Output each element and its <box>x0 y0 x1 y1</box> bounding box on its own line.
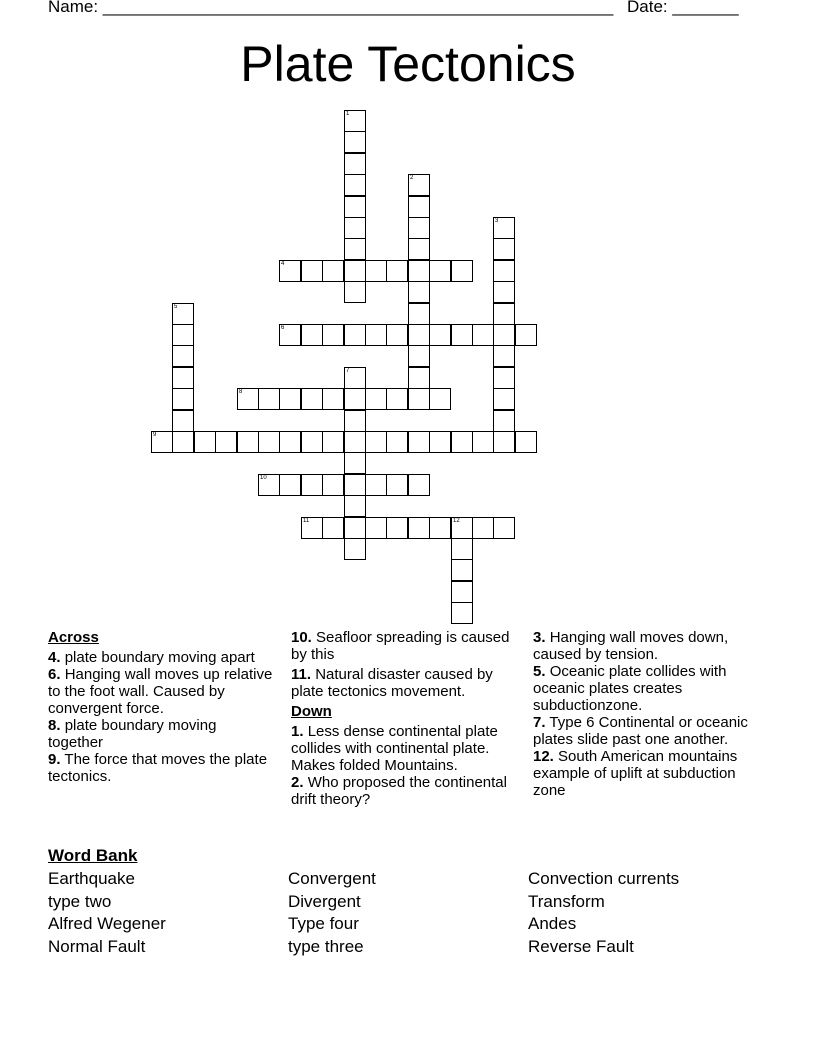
crossword-cell[interactable] <box>451 517 473 539</box>
clue-number: 2 <box>410 175 414 181</box>
crossword-cell[interactable] <box>515 324 537 346</box>
clues-column-3 <box>533 629 769 799</box>
clue-down-3: 3. Hanging wall moves down, caused by tension. <box>533 629 729 663</box>
crossword-cell[interactable] <box>365 431 387 453</box>
word-bank-title: Word Bank <box>48 846 138 865</box>
clue-across-10: 10. Seafloor spreading is caused by this <box>291 629 510 663</box>
crossword-cell[interactable] <box>301 517 323 539</box>
crossword-cell[interactable] <box>344 110 366 132</box>
crossword-cell[interactable] <box>151 431 173 453</box>
crossword-cell[interactable] <box>172 324 194 346</box>
crossword-cell[interactable] <box>172 410 194 432</box>
crossword-cell[interactable] <box>451 559 473 581</box>
clue-number: 5 <box>174 304 178 310</box>
crossword-cell[interactable] <box>408 196 430 218</box>
crossword-cell[interactable] <box>172 388 194 410</box>
clue-number: 3 <box>495 218 499 224</box>
crossword-cell[interactable] <box>451 538 473 560</box>
crossword-cell[interactable] <box>472 431 494 453</box>
crossword-cell[interactable] <box>172 367 194 389</box>
crossword-cell[interactable] <box>386 431 408 453</box>
crossword-cell[interactable] <box>515 431 537 453</box>
crossword-cell[interactable] <box>344 217 366 239</box>
crossword-cell[interactable] <box>408 517 430 539</box>
clue-number: 9 <box>153 432 157 438</box>
clue-down-12: 12. South American mountains example of uplift at subduction zone <box>533 748 738 799</box>
crossword-cell[interactable] <box>408 367 430 389</box>
crossword-cell[interactable] <box>472 517 494 539</box>
crossword-cell[interactable] <box>493 410 515 432</box>
crossword-cell[interactable] <box>344 131 366 153</box>
page-title: Plate Tectonics <box>240 36 576 92</box>
crossword-cell[interactable] <box>408 303 430 325</box>
crossword-cell[interactable] <box>301 324 323 346</box>
crossword-cell[interactable] <box>472 324 494 346</box>
clue-number: 12 <box>453 518 460 524</box>
crossword-cell[interactable] <box>493 303 515 325</box>
clues-column-2 <box>291 629 519 808</box>
crossword-cell[interactable] <box>322 517 344 539</box>
crossword-cell[interactable] <box>429 431 451 453</box>
word-bank-item: Transform <box>528 891 605 911</box>
crossword-cell[interactable] <box>279 474 301 496</box>
word-bank-item: type two <box>48 891 112 911</box>
clue-number: 8 <box>239 389 243 395</box>
crossword-cell[interactable] <box>365 388 387 410</box>
crossword-cell[interactable] <box>429 388 451 410</box>
crossword-cell[interactable] <box>408 324 430 346</box>
down-heading: Down <box>291 703 332 720</box>
crossword-cell[interactable] <box>237 431 259 453</box>
crossword-cell[interactable] <box>365 260 387 282</box>
crossword-cell[interactable] <box>301 474 323 496</box>
word-bank-item: Reverse Fault <box>528 937 634 957</box>
crossword-cell[interactable] <box>429 324 451 346</box>
crossword-cell[interactable] <box>172 303 194 325</box>
crossword-cell[interactable] <box>344 410 366 432</box>
clue-number: 7 <box>346 368 350 374</box>
crossword-cell[interactable] <box>344 538 366 560</box>
crossword-cell[interactable] <box>408 431 430 453</box>
clue-down-1: 1. Less dense continental plate collides with continental plate. Makes folded Mountains. <box>291 723 498 774</box>
crossword-cell[interactable] <box>365 517 387 539</box>
crossword-cell[interactable] <box>301 260 323 282</box>
word-bank-item: Andes <box>528 914 577 934</box>
clues-column-1 <box>48 629 274 785</box>
crossword-cell[interactable] <box>344 452 366 474</box>
crossword-cell[interactable] <box>451 324 473 346</box>
crossword-cell[interactable] <box>386 388 408 410</box>
crossword-cell[interactable] <box>322 431 344 453</box>
crossword-cell[interactable] <box>493 281 515 303</box>
crossword-cell[interactable] <box>322 388 344 410</box>
crossword-cell[interactable] <box>344 431 366 453</box>
crossword-cell[interactable] <box>322 324 344 346</box>
crossword-cell[interactable] <box>365 324 387 346</box>
crossword-cell[interactable] <box>408 174 430 196</box>
word-bank-column-1 <box>48 868 166 959</box>
crossword-cell[interactable] <box>279 324 301 346</box>
word-bank-column-3 <box>528 868 679 959</box>
clue-down-2: 2. Who proposed the continental drift theory? <box>291 774 507 808</box>
word-bank-item: Earthquake <box>48 869 135 888</box>
crossword-cell[interactable] <box>344 260 366 282</box>
clue-across-8: 8. plate boundary moving together <box>48 717 217 751</box>
crossword-cell[interactable] <box>493 367 515 389</box>
date-field[interactable]: Date: _______ <box>627 0 739 16</box>
word-bank-item: Convection currents <box>528 869 680 888</box>
crossword-cell[interactable] <box>301 388 323 410</box>
word-bank-column-2 <box>288 868 376 959</box>
crossword-cell[interactable] <box>493 238 515 260</box>
clue-across-6: 6. Hanging wall moves up relative to the foot wall. Caused by convergent force. <box>48 666 273 717</box>
clue-across-4: 4. plate boundary moving apart <box>48 649 255 666</box>
crossword-cell[interactable] <box>344 495 366 517</box>
crossword-cell[interactable] <box>493 431 515 453</box>
crossword-cell[interactable] <box>493 388 515 410</box>
crossword-cell[interactable] <box>493 324 515 346</box>
crossword-cell[interactable] <box>451 602 473 624</box>
crossword-cell[interactable] <box>258 388 280 410</box>
crossword-cell[interactable] <box>408 345 430 367</box>
crossword-cell[interactable] <box>344 324 366 346</box>
crossword-cell[interactable] <box>258 474 280 496</box>
crossword-cell[interactable] <box>429 260 451 282</box>
crossword-cell[interactable] <box>344 367 366 389</box>
crossword-cell[interactable] <box>386 260 408 282</box>
word-bank-item: Normal Fault <box>48 937 146 957</box>
word-bank-item: Divergent <box>288 891 361 911</box>
crossword-cell[interactable] <box>451 581 473 603</box>
word-bank-item: type three <box>288 937 364 957</box>
clue-across-11: 11. Natural disaster caused by plate tectonics movement. <box>291 666 493 700</box>
crossword-cell[interactable] <box>279 260 301 282</box>
crossword-cell[interactable] <box>408 238 430 260</box>
crossword-cell[interactable] <box>451 431 473 453</box>
crossword-cell[interactable] <box>386 474 408 496</box>
word-bank-item: Alfred Wegener <box>48 914 166 934</box>
crossword-cell[interactable] <box>493 217 515 239</box>
crossword-cell[interactable] <box>493 260 515 282</box>
clue-number: 6 <box>281 325 285 331</box>
clue-number: 4 <box>281 261 285 267</box>
crossword-cell[interactable] <box>172 345 194 367</box>
crossword-cell[interactable] <box>344 153 366 175</box>
clue-number: 1 <box>346 111 350 117</box>
crossword-cell[interactable] <box>344 474 366 496</box>
across-heading: Across <box>48 629 99 646</box>
crossword-cell[interactable] <box>344 517 366 539</box>
crossword-cell[interactable] <box>301 431 323 453</box>
clue-number: 10 <box>260 475 267 481</box>
word-bank-item: Type four <box>288 914 359 934</box>
clue-across-9: 9. The force that moves the plate tectonics. <box>48 751 268 785</box>
crossword-cell[interactable] <box>386 324 408 346</box>
crossword-cell[interactable] <box>365 474 387 496</box>
crossword-cell[interactable] <box>429 517 451 539</box>
crossword-cell[interactable] <box>258 431 280 453</box>
crossword-cell[interactable] <box>408 281 430 303</box>
crossword-cell[interactable] <box>344 174 366 196</box>
clue-down-7: 7. Type 6 Continental or oceanic plates slide past one another. <box>533 714 748 748</box>
crossword-cell[interactable] <box>322 474 344 496</box>
clue-number: 11 <box>303 518 310 524</box>
crossword-cell[interactable] <box>279 431 301 453</box>
crossword-cell[interactable] <box>493 345 515 367</box>
crossword-cell[interactable] <box>451 260 473 282</box>
crossword-cell[interactable] <box>215 431 237 453</box>
crossword-cell[interactable] <box>344 281 366 303</box>
crossword-cell[interactable] <box>344 196 366 218</box>
name-field[interactable]: Name: ______________________________________________________ <box>48 0 614 16</box>
crossword-cell[interactable] <box>386 517 408 539</box>
crossword-cell[interactable] <box>493 517 515 539</box>
clue-down-5: 5. Oceanic plate collides with oceanic plates creates subductionzone. <box>533 663 727 714</box>
crossword-cell[interactable] <box>408 388 430 410</box>
crossword-cell[interactable] <box>172 431 194 453</box>
crossword-cell[interactable] <box>408 217 430 239</box>
crossword-cell[interactable] <box>194 431 216 453</box>
crossword-cell[interactable] <box>408 474 430 496</box>
word-bank-item: Convergent <box>288 869 376 888</box>
crossword-cell[interactable] <box>322 260 344 282</box>
crossword-cell[interactable] <box>344 388 366 410</box>
crossword-cell[interactable] <box>344 238 366 260</box>
crossword-cell[interactable] <box>279 388 301 410</box>
crossword-cell[interactable] <box>408 260 430 282</box>
crossword-cell[interactable] <box>237 388 259 410</box>
